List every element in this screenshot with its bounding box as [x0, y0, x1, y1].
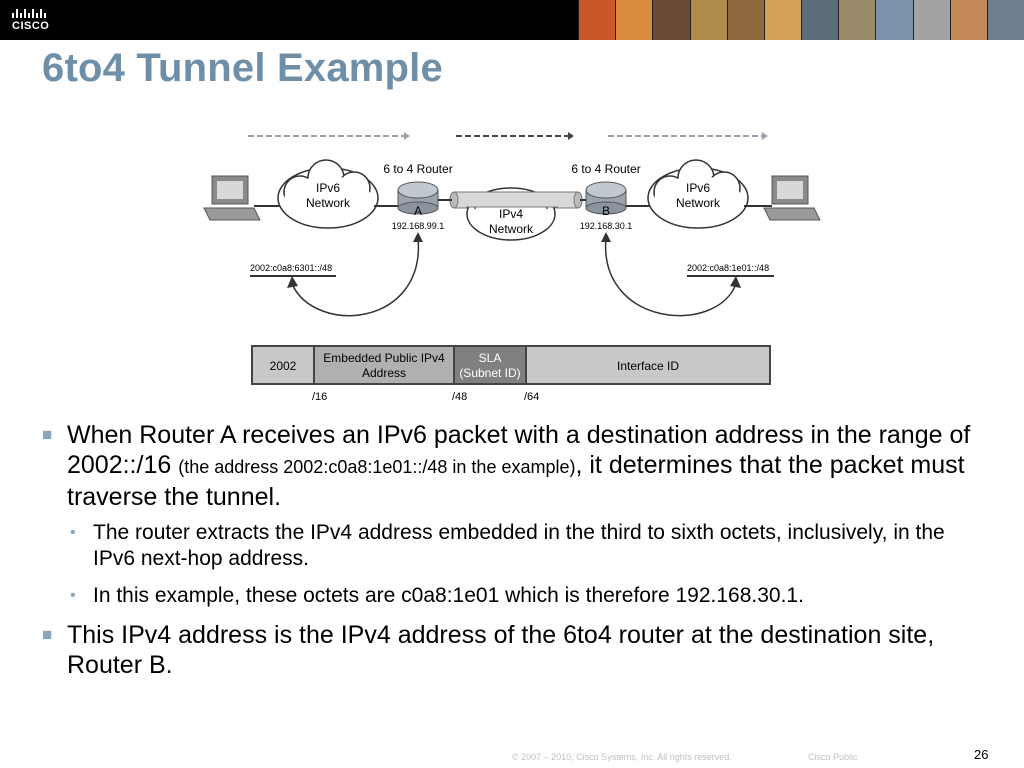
- left-prefix: 2002:c0a8:6301::/48: [250, 263, 333, 273]
- sub-bullet-1-text: The router extracts the IPv4 address embedded in the third to sixth octets, inclusively, in the IPv6 next-hop address.: [93, 521, 945, 570]
- sub-bullet-2: [40, 583, 980, 609]
- middle-ipv4-cloud: [466, 188, 558, 240]
- field-2002: 2002: [269, 359, 297, 373]
- router-a-label: A: [413, 204, 423, 218]
- left-router-title: 6 to 4 Router: [383, 162, 453, 176]
- curved-arrows: [292, 238, 736, 316]
- left-computer-icon: [204, 176, 260, 220]
- bullet-1-text-a: When Router A receives an IPv6 packet with a destination address in the range of 2002::/16: [67, 421, 971, 479]
- router-a-ip: 192.168.99.1: [391, 221, 445, 231]
- bullet-2: [40, 620, 980, 680]
- middle-cloud-line1: IPv4: [498, 207, 524, 221]
- sub-bullet-2-text: In this example, these octets are c0a8:1e01 which is therefore 192.168.30.1.: [93, 584, 804, 607]
- tunnel-diagram: [196, 126, 836, 406]
- bullet-list: [40, 420, 980, 688]
- middle-cloud-line2: Network: [488, 222, 534, 236]
- right-prefix: 2002:c0a8:1e01::/48: [687, 263, 770, 273]
- copyright: © 2007 – 2010, Cisco Systems, Inc. All rights reserved.: [512, 752, 732, 762]
- header-photo: [578, 0, 615, 40]
- address-format-bar: [252, 346, 770, 384]
- router-b-label: B: [601, 204, 611, 218]
- page-number: 26: [974, 747, 989, 762]
- bullet-1-text-b: , it determines that the packet must traverse the tunnel.: [67, 451, 965, 511]
- field-embedded-line1: Embedded Public IPv4: [323, 351, 445, 365]
- bullet-1: [40, 420, 980, 512]
- bullet-2-text: This IPv4 address is the IPv4 address of the 6to4 router at the destination site, Router B.: [67, 621, 935, 679]
- router-b-ip: 192.168.30.1: [579, 221, 633, 231]
- square-bullet-icon: ■: [42, 425, 53, 444]
- left-cloud-line2: Network: [305, 196, 351, 210]
- sub-bullet-1: [40, 520, 980, 572]
- header-photo: [764, 0, 801, 40]
- boundary-64: /64: [524, 391, 540, 403]
- bullet-1-text-small: (the address 2002:c0a8:1e01::/48 in the example): [178, 457, 576, 477]
- right-computer-icon: [764, 176, 820, 220]
- field-sla-line1: SLA: [478, 351, 502, 365]
- classification: Cisco Public: [808, 752, 858, 762]
- right-router-title: 6 to 4 Router: [571, 162, 641, 176]
- left-cloud-line1: IPv6: [315, 181, 341, 195]
- boundary-48: /48: [452, 391, 468, 403]
- header-bar: [0, 0, 1024, 40]
- field-embedded-line2: Address: [361, 366, 407, 380]
- header-photo: [875, 0, 912, 40]
- dot-bullet-icon: •: [70, 587, 76, 604]
- page-title: 6to4 Tunnel Example: [42, 46, 443, 90]
- photo-strip: [578, 0, 1024, 40]
- field-sla-line2: (Subnet ID): [459, 366, 521, 380]
- field-interface-id: Interface ID: [616, 359, 680, 373]
- right-cloud-line2: Network: [675, 196, 721, 210]
- header-photo: [838, 0, 875, 40]
- square-bullet-icon: ■: [42, 625, 53, 644]
- left-ipv6-cloud: [278, 160, 378, 228]
- dot-bullet-icon: •: [70, 524, 76, 541]
- header-photo: [801, 0, 838, 40]
- header-photo: [950, 0, 987, 40]
- logo-text: CISCO: [12, 20, 50, 32]
- right-cloud-line1: IPv6: [685, 181, 711, 195]
- boundary-16: /16: [312, 391, 328, 403]
- header-photo: [987, 0, 1024, 40]
- header-photo: [690, 0, 727, 40]
- header-photo: [727, 0, 764, 40]
- header-photo: [615, 0, 652, 40]
- right-ipv6-cloud: [648, 160, 748, 228]
- dashed-arrows: [248, 132, 768, 140]
- header-photo: [652, 0, 689, 40]
- header-photo: [913, 0, 950, 40]
